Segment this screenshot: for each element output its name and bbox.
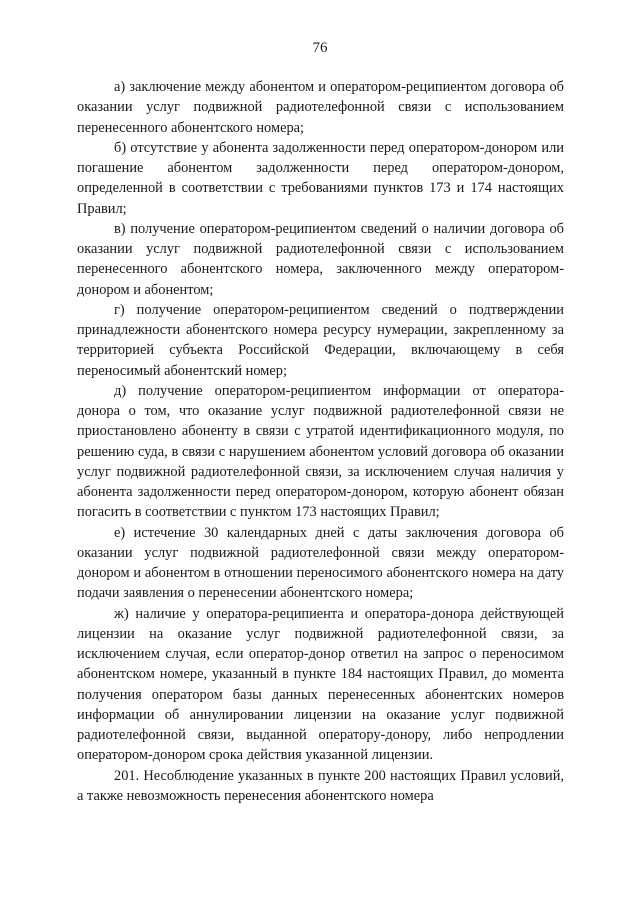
paragraph-condition-d: д) получение оператором-реципиентом информации от оператора-донора о том, что оказание услуг подвижной радиотелефонной связи не приостановлено абоненту в связи с утратой идентификационного модуля, по решению суда, в связи с нарушением абонентом условий договора об оказании услуг подвижной радиотелефонной связи, за исключением случая наличия у абонента задолженности перед оператором-донором, которую абонент обязан погасить в соответствии с пунктом 173 настоящих Правил; xyxy=(77,382,564,521)
paragraph-condition-a: а) заключение между абонентом и оператором-реципиентом договора об оказании услуг подвижной радиотелефонной связи с использованием перенесенного абонентского номера; xyxy=(77,79,564,136)
paragraph-condition-e: е) истечение 30 календарных дней с даты заключения договора об оказании услуг подвижной радиотелефонной связи между оператором-донором и абонентом в отношении переносимого абонентского номера на дату подачи заявления о перенесении абонентского номера; xyxy=(77,524,564,602)
paragraph-condition-g: г) получение оператором-реципиентом сведений о подтверждении принадлежности абонентского номера ресурсу нумерации, закрепленному за территорией субъекта Российской Федерации, включающему в себя переносимый абонентский номер; xyxy=(77,301,564,379)
document-body xyxy=(77,77,564,806)
paragraph-condition-v: в) получение оператором-реципиентом сведений о наличии договора об оказании услуг подвижной радиотелефонной связи с использованием перенесенного абонентского номера, заключенного между оператором-донором и абонентом; xyxy=(77,220,564,298)
page-number: 76 xyxy=(312,40,328,56)
paragraph-condition-zh: ж) наличие у оператора-реципиента и оператора-донора действующей лицензии на оказание услуг подвижной радиотелефонной связи, за исключением случая, если оператор-донор ответил на запрос о переносимом абонентском номере, указанный в пункте 184 настоящих Правил, до момента получения оператором базы данных перенесенных абонентских номеров информации об аннулировании лицензии на оказание услуг подвижной радиотелефонной связи, выданной оператору-донору, либо непродлении оператором-донором срока действия указанной лицензии. xyxy=(77,605,564,764)
paragraph-condition-b: б) отсутствие у абонента задолженности перед оператором-донором или погашение абонентом задолженности перед оператором-донором, определенной в соответствии с требованиями пунктов 173 и 174 настоящих Правил; xyxy=(77,139,564,217)
paragraph-clause-201: 201. Несоблюдение указанных в пункте 200 настоящих Правил условий, а также невозможность перенесения абонентского номера xyxy=(77,767,564,804)
